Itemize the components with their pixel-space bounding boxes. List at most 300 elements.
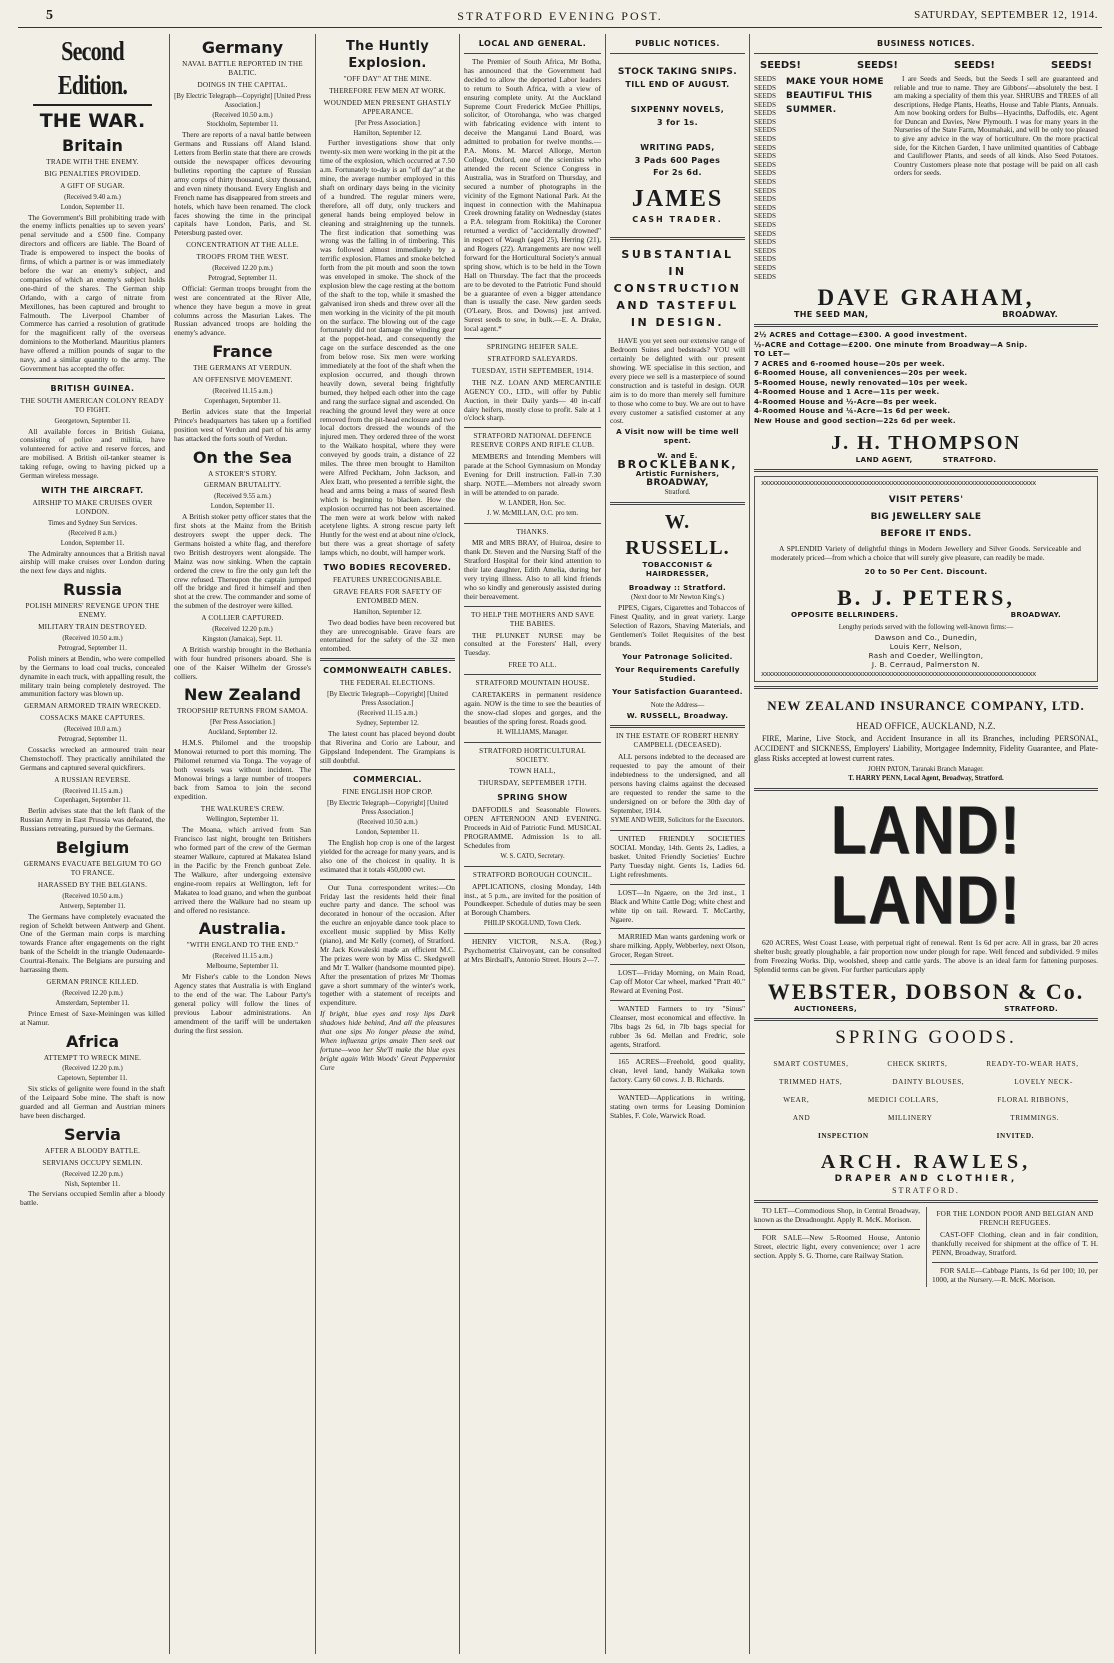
spring-item: DAINTY BLOUSES,: [892, 1077, 965, 1086]
thanks-heading: THANKS.: [516, 527, 549, 536]
seeds-slogan-3: SUMMER.: [786, 104, 837, 115]
russell-trade: TOBACCONIST & HAIRDRESSER,: [642, 559, 713, 578]
friendly-societies: UNITED FRIENDLY SOCIETIES SOCIAL Monday, 14th. Gents 2s, Ladies, a basket. United Friendly Societies' Euchre Party Tuesday night. Gents 1s, Ladies 6d. Light refreshments.: [610, 834, 745, 879]
heifer-body: THE N.Z. LOAN AND MERCANTILE AGENCY CO., LTD., will offer by Public Auction, in their Daily yards— 40 in-calf dairy heifers, mostly close to profit. Sale at 1 o'clock sharp.: [464, 377, 601, 423]
commonwealth-dateline: Sydney, September 12.: [356, 719, 419, 727]
bodies-heading: TWO BODIES RECOVERED.: [323, 563, 452, 573]
peters-location: [761, 611, 1091, 620]
column-1: [20, 34, 170, 1654]
nz-body-2: The Moana, which arrived from San Francisco last night, brought ten Britishers who formed part of the crew of the German steamer Walkure, captured at Makatea Island in the Pacific by the French gunboat Zele. The Walkure, after undergoing extensive engine-room repairs at Wellington, left for Makatea to load guano, and when the gunboat arrived there the Walkure had no steam up and offered no resistance.: [174, 825, 311, 915]
commercial-body: The English hop crop is one of the largest yielded for the acreage for many years, and is also one of the choicest in quality. It is estimated that it totals 450,000 cwt.: [320, 837, 455, 874]
council-sign: PHILIP SKOGLUND, Town Clerk.: [483, 920, 582, 928]
peppermint-verse: If bright, blue eyes and rosy lips Dark shadows hide behind, And all the pleasures that one sips No longer please the mind, When influenza grips amain Then seek out fortune—woo her She'll make the blue eyes bright again With Woods' Great Peppermint Cure: [320, 1009, 455, 1072]
thompson-listing-line: 2½ ACRES and Cottage—£300. A good investment.: [754, 331, 968, 340]
belgium-dateline: Antwerp, September 11.: [59, 902, 126, 910]
seeds-banner: [754, 58, 1098, 75]
seeds-list-item: SEEDS: [754, 263, 776, 272]
nz-dateline: Auckland, September 12.: [207, 729, 278, 737]
seeds-advert: [754, 75, 1098, 281]
spring-item: TRIMMINGS.: [1010, 1113, 1060, 1122]
sea-sub-2: GERMAN BRUTALITY.: [203, 481, 282, 490]
column-5: [610, 34, 750, 1654]
cast-off: CAST-OFF Clothing, clean and in fair condition, thankfully received for shipment at the office of T. H. PENN, Broadway, Stratford.: [932, 1230, 1098, 1257]
germany-sub-1: NAVAL BATTLE REPORTED IN THE BALTIC.: [182, 60, 303, 77]
defence-body: MEMBERS and Intending Members will parade at the School Gymnasium on Monday Evening for Drill instruction. Fall-in 7.30 sharp. NOTE.—Members not already sworn in will be attended to on parade.: [464, 452, 601, 497]
britain-sub-1: TRADE WITH THE ENEMY.: [46, 158, 139, 166]
france-sub-1: THE GERMANS AT VERDUN.: [193, 364, 292, 373]
aircraft-heading: WITH THE AIRCRAFT.: [41, 486, 144, 495]
sea-received-2: (Received 12.20 p.m.): [212, 626, 273, 634]
russia-received-3: (Received 11.15 a.m.): [62, 787, 123, 795]
nz-service: [Per Press Association.]: [210, 719, 275, 727]
seeds-list-item: SEEDS: [754, 229, 776, 238]
paper-title: STRATFORD EVENING POST.: [457, 9, 663, 23]
commonwealth-body: The latest count has placed beyond doubt that Riverina and Corio are Labour, and Gippsland Independent. The Grampians is still doubtful.: [320, 728, 455, 765]
lost-cap: LOST—Friday Morning, on Main Road, Cap off Motor Car wheel, marked "Pratt 40." Reward at Evening Post.: [610, 968, 745, 995]
belgium-sub-1: GERMANS EVACUATE BELGIUM TO GO TO FRANCE.: [23, 860, 162, 877]
graham-place: BROADWAY.: [1002, 310, 1058, 320]
mothers-text: TO HELP THE MOTHERS AND SAVE THE BABIES.: [471, 610, 594, 628]
column-6: [754, 34, 1098, 1654]
thompson-place: STRATFORD.: [942, 455, 997, 465]
tolet-shop: TO LET—Commodious Shop, in Central Broadway, known as the Dreadnought. Apply R. McK. Morison.: [754, 1206, 920, 1225]
sea-sub-1: A STOKER'S STORY.: [208, 469, 277, 478]
thompson-listings: [754, 331, 1098, 426]
heifer-sub-2: STRATFORD SALEYARDS.: [487, 355, 578, 363]
substantial-line-2: IN CONSTRUCTION: [613, 265, 742, 296]
peters-discount: 20 to 50 Per Cent. Discount.: [864, 567, 988, 577]
spring-item: LOVELY NECK-: [1014, 1077, 1073, 1086]
peters-firm-3: Rash and Coeder, Wellington,: [868, 650, 984, 660]
sea-body-2: A British warship brought in the Bethania with four hundred prisoners aboard. She is one of the Kaiser Wilhelm der Grosse's colliers.: [174, 644, 311, 681]
russia-body-3: Berlin advises state that the left flank of the Russian Army in East Prussia was defeated, the Russians retreating, pursued by the Germans.: [20, 806, 165, 834]
married-man: MARRIED Man wants gardening work or share milking. Apply, Webberley, next Olson, Grocer, Regan Street.: [610, 932, 745, 960]
servia-heading: Servia: [64, 1124, 121, 1144]
thompson-trade: [754, 456, 1098, 465]
commercial-service: [By Electric Telegraph—Copyright] [United Press Association.]: [327, 800, 448, 817]
russia-body-2: Cossacks wrecked an armoured train near Chemstochoff. They practically annihilated the Germans and captured several quickfirers.: [20, 744, 165, 772]
small-ads-left: [754, 1207, 920, 1286]
thompson-listing-line: 4-Roomed House and 1 Acre—11s per week.: [754, 388, 940, 397]
seeds-list-item: SEEDS: [754, 143, 776, 152]
russell-advert: [610, 509, 745, 722]
sea-dateline: London, September 11.: [210, 503, 275, 511]
graham-trade-text: THE SEED MAN,: [794, 310, 869, 320]
thompson-listing-line: 5-Roomed House, newly renovated—10s per week.: [754, 378, 968, 387]
plunket-free: FREE TO ALL.: [508, 661, 557, 670]
snips-line-3: WRITING PADS,: [640, 142, 715, 152]
snips-advert: [610, 68, 745, 225]
germany-received-2: (Received 12.20 p.m.): [212, 265, 273, 273]
substantial-body: HAVE you yet seen our extensive range of Bedroom Suites and bedsteads? YOU will certainly be delighted with our present showing. WE specialise in this section, and every piece we sell is a masterpiece of sound construction and is tasteful in design. OUR aim is to do more than merely sell furniture to those who come to buy. We are out to have every customer a satisfied customer at any cost.: [610, 336, 745, 426]
spring-heading: SPRING GOODS.: [835, 1026, 1017, 1048]
spring-rows: [754, 1060, 1098, 1141]
seeds-list-item: SEEDS: [754, 221, 776, 229]
peters-lengthy: Lengthy periods served with the following well-known firms:—: [838, 624, 1014, 632]
heifer-sub-1: SPRINGING HEIFER SALE.: [486, 343, 579, 352]
belgium-sub-3: GERMAN PRINCE KILLED.: [46, 977, 139, 986]
horti-date: THURSDAY, SEPTEMBER 17TH.: [478, 779, 587, 788]
britain-sub-3: A GIFT OF SUGAR.: [60, 181, 125, 190]
belgium-received-2: (Received 12.20 p.m.): [62, 989, 123, 997]
russia-sub-2: MILITARY TRAIN DESTROYED.: [38, 623, 147, 632]
germany-heading: Germany: [201, 38, 284, 57]
land-body: 620 ACRES, West Coast Lease, with perpetual right of renewal. Rent 1s 6d per acre. All in grass, bar 20 acres shelter bush; greatly ploughable, a fair proportion now under plough for rape. Well fenced and subdivided. 9 miles from Freezing Works. Dip, woolshed, sheep and cattle yards. The above is an ideal farm for fattening purposes. Splendid terms can be given. For further particulars apply: [754, 938, 1098, 975]
firm-line-4: BROADWAY,: [646, 477, 709, 488]
guinea-sub: THE SOUTH AMERICAN COLONY READY TO FIGHT.: [20, 396, 165, 414]
thanks-body: MR and MRS BRAY, of Huiroa, desire to thank Dr. Steven and the Nursing Staff of the Stratford Hospital for their kind attention to their late daughter, Edith Amelia, during her very trying illness. Also to all kind friends who so kindly and generously assisted during their bereavement.: [464, 538, 601, 601]
page-number: 5: [46, 8, 53, 23]
defence-heading: STRATFORD NATIONAL DEFENCE RESERVE CORPS AND RIFLE CLUB.: [470, 432, 595, 450]
france-dateline: Copenhagen, September 11.: [204, 398, 281, 405]
rawles-place: STRATFORD.: [892, 1186, 960, 1196]
nz-sub: TROOPSHIP RETURNS FROM SAMOA.: [177, 707, 308, 716]
small-ads-right: [926, 1207, 1098, 1286]
france-received: (Received 11.15 a.m.): [212, 388, 273, 396]
servia-sub-1: AFTER A BLOODY BATTLE.: [44, 1146, 141, 1155]
issue-date: SATURDAY, SEPTEMBER 12, 1914.: [914, 9, 1098, 21]
peters-firm-2: Louis Kerr, Nelson,: [889, 642, 963, 652]
huntly-sub-1: "OFF DAY" AT THE MINE.: [343, 75, 432, 83]
belgium-received: (Received 10.50 a.m.): [62, 892, 123, 900]
snips-line-5: For 2s 6d.: [653, 168, 702, 178]
seeds-list-item: SEEDS: [754, 83, 776, 92]
commonwealth-received: (Received 11.15 a.m.): [357, 710, 418, 717]
seeds-list-item: SEEDS: [754, 160, 776, 169]
james-trade: CASH TRADER.: [632, 215, 723, 225]
servia-sub-2: SERVIANS OCCUPY SEMLIN.: [42, 1158, 143, 1167]
seeds-list-item: SEEDS: [754, 92, 776, 101]
substantial-line-1: SUBSTANTIAL: [621, 248, 734, 262]
commercial-dateline: London, September 11.: [355, 829, 420, 837]
firm-line-1: W. and E.: [657, 451, 698, 461]
substantial-line-4: IN DESIGN.: [630, 316, 725, 330]
guinea-body: All available forces in British Guiana, consisting of police and militia, have volunteered for active and reserve forces, and are mobilised. A British oil-tanker steamer is taking refuge, owing to having picked up a German wireless message.: [20, 426, 165, 481]
thompson-trade-text: LAND AGENT,: [855, 455, 913, 465]
thompson-listing-line: 4-Roomed House and ½-Acre—8s per week.: [754, 397, 938, 406]
australia-received: (Received 11.15 a.m.): [212, 953, 273, 961]
nz-dateline-2: Wellington, September 11.: [206, 816, 279, 824]
insurance-agent: T. HARRY PENN, Local Agent, Broadway, Stratford.: [848, 775, 1004, 783]
africa-body: Six sticks of gelignite were found in the shaft of the Leipaard Sobe mine. The shaft is now guarded and all German and Austrian miners have been discharged.: [20, 1084, 165, 1120]
russell-near: (Next door to Mr Newton King's.): [631, 594, 724, 602]
thompson-listing-line: New House and good section—22s 6d per week.: [754, 416, 956, 425]
spring-item: MILLINERY: [887, 1113, 933, 1122]
servia-body: The Servians occupied Semlin after a bloody battle.: [20, 1189, 165, 1208]
russia-sub-3: GERMAN ARMORED TRAIN WRECKED.: [24, 702, 161, 711]
land-banner: LAND! LAND!: [830, 792, 1022, 939]
france-heading: France: [212, 342, 273, 362]
australia-heading: Australia.: [198, 919, 287, 939]
russia-sub-4: COSSACKS MAKE CAPTURES.: [39, 714, 146, 723]
seeds-list-item: SEEDS: [754, 178, 776, 187]
africa-sub: ATTEMPT TO WRECK MINE.: [43, 1053, 142, 1062]
servia-dateline: Nish, September 11.: [64, 1180, 121, 1188]
spring-row: [754, 1096, 1098, 1105]
estate-heading: IN THE ESTATE OF ROBERT HENRY CAMPBELL (DECEASED).: [616, 732, 739, 750]
russia-dateline-3: Copenhagen, September 11.: [54, 797, 131, 805]
sea-dateline-2: Kingston (Jamaica), Sept. 11.: [202, 635, 283, 643]
spring-row: [754, 1060, 1098, 1069]
snips-heading: STOCK TAKING SNIPS.: [617, 67, 738, 77]
seeds-list-item: SEEDS: [754, 186, 776, 195]
peters-name: B. J. PETERS,: [837, 585, 1015, 611]
huntly-sub-3: WOUNDED MEN PRESENT GHASTLY APPEARANCE.: [323, 98, 452, 116]
germany-sub-2: DOINGS IN THE CAPITAL.: [197, 80, 288, 89]
mountain-sign: H. WILLIAMS, Manager.: [496, 728, 569, 736]
peters-ends: BEFORE IT ENDS.: [880, 528, 972, 539]
graham-name: DAVE GRAHAM,: [817, 285, 1035, 311]
seeds-slogan: [782, 75, 894, 281]
insurance-manager: JOHN PATON, Taranaki Branch Manager.: [868, 765, 984, 773]
aircraft-dateline: London, September 11.: [60, 539, 125, 547]
germany-sub-4: TROOPS FROM THE WEST.: [196, 253, 289, 262]
huntly-service: [Per Press Association.]: [355, 119, 420, 127]
germany-dateline-2: Petrograd, September 11.: [208, 274, 277, 282]
britain-sub-2: BIG PENALTIES PROVIDED.: [44, 169, 141, 178]
russell-body: PIPES, Cigars, Cigarettes and Tobaccos of Finest Quality, and in great variety. Large Selection of Razors, Shaving Materials, and Gentlemen's Toilet Requisites of the best brands.: [610, 603, 745, 648]
london-poor: FOR THE LONDON POOR AND BELGIAN AND FRENCH REFUGEES.: [936, 1210, 1094, 1228]
aircraft-sub: AIRSHIP TO MAKE CRUISES OVER LONDON.: [32, 499, 153, 516]
guinea-heading: BRITISH GUINEA.: [50, 383, 135, 393]
france-body: Berlin advices state that the Imperial Prince's headquarters has taken up a fortified position west of Verdun and part of his army has attacked the forts south of Verdun.: [174, 406, 311, 443]
public-notices-heading: PUBLIC NOTICES.: [635, 39, 720, 48]
webster-name: WEBSTER, DOBSON & Co.: [767, 979, 1085, 1004]
aircraft-body: The Admiralty announces that a British naval airship will make cruises over London during the next few days and nights.: [20, 548, 165, 576]
germany-dateline: Stockholm, September 11.: [206, 121, 279, 129]
seeds-top-1: SEEDS!: [760, 60, 801, 71]
horti-heading: STRATFORD HORTICULTURAL SOCIETY.: [479, 746, 586, 764]
horti-sign: W. S. CATO, Secretary.: [500, 852, 565, 860]
thompson-name: J. H. THOMPSON: [831, 432, 1021, 455]
border-x-bottom: xxxxxxxxxxxxxxxxxxxxxxxxxxxxxxxxxxxxxxxxxxxxxxxxxxxxxxxxxxxxxxxxxxxxxxxxxxxx: [761, 669, 1036, 678]
spring-item: CHECK SKIRTS,: [887, 1059, 948, 1068]
dance-report: Our Tuna correspondent writes:—On Friday last the residents held their final euchre party and dance. The school was decorated in honour of the occasion. After the euchre an enjoyable dance took place to excellent music supplied by Miss Kelly (piano), and Mr Kelly (cornet), of Stratford. Mr Jack Kowaleski made an efficient M.C. The prizes were won by Miss C. Skedgwell and Mr T. Walker (handsome mounted pipe). After the presentation of prizes Mr Thomas gave a short summary of the winter's work, together with a statement of receipts and expenditure.: [320, 882, 455, 1008]
russell-note: Note the Address—: [650, 702, 705, 710]
nz-body: H.M.S. Philomel and the troopship Monowai returned to port this morning. The Philomel returned via Tonga. The voyage of both vessels was without incident. The Monowai brings a large number of troopers back from Samoa to join the second expedition.: [174, 738, 311, 801]
james-name: JAMES: [631, 186, 724, 213]
small-ads: [754, 1207, 1098, 1286]
seeds-list-item: SEEDS: [754, 212, 776, 221]
guinea-dateline: Georgetown, September 11.: [54, 417, 131, 425]
insurance-heading: NEW ZEALAND INSURANCE COMPANY, LTD.: [767, 697, 1085, 713]
seeds-list-item: SEEDS: [754, 135, 776, 144]
russell-p3: Your Satisfaction Guaranteed.: [612, 686, 743, 696]
estate-sign: SYME AND WEIR, Solicitors for the Executors.: [610, 817, 745, 825]
thompson-listing-line: ½-ACRE and Cottage—£200. One minute from Broadway—A Snip.: [754, 340, 1028, 349]
huntly-dateline: Hamilton, September 12.: [353, 129, 422, 137]
sea-sub-3: A COLLIER CAPTURED.: [201, 614, 284, 623]
nz-heading: New Zealand: [184, 685, 301, 705]
russia-sub-5: A RUSSIAN REVERSE.: [54, 775, 131, 784]
commonwealth-sub: THE FEDERAL ELECTIONS.: [340, 679, 435, 688]
belgium-body-2: Prince Ernest of Saxe-Meiningen was killed at Namur.: [20, 1008, 165, 1027]
belgium-heading: Belgium: [55, 838, 130, 858]
insurance-body: FIRE, Marine, Live Stock, and Accident Insurance in all its Branches, including PERSONAL, ACCIDENT and SICKNESS, Employers' Liability, Mortgagee Indemnity, Fidelity Guarantee, and Plate-glass Risks accepted at lowest current rates.: [754, 733, 1098, 763]
seeds-slogan-2: BEAUTIFUL THIS: [786, 90, 873, 101]
horti-venue: TOWN HALL,: [509, 767, 556, 776]
spring-item: INVITED.: [996, 1131, 1035, 1140]
seeds-list-item: SEEDS: [754, 246, 776, 255]
snips-line-1: SIXPENNY NOVELS,: [630, 104, 725, 114]
germany-sub-3: CONCENTRATION AT THE ALLE.: [186, 241, 299, 250]
france-sub-2: AN OFFENSIVE MOVEMENT.: [192, 376, 293, 385]
australia-body: Mr Fisher's cable to the London News Agency states that Australia is with England to the end of the war. The Labour Party's general policy will follow the lines of previous Labour administrations. An amendment of the tariff will be undertaken during the first session.: [174, 972, 311, 1035]
plunket-body: THE PLUNKET NURSE may be consulted at the Foresters' Hall, every Tuesday.: [464, 630, 601, 658]
firm-line-3: Artistic Furnishers,: [635, 468, 720, 478]
bodies-dateline: Hamilton, September 12.: [353, 608, 422, 616]
peters-place: BROADWAY.: [1010, 610, 1061, 620]
seeds-list-item: SEEDS: [754, 272, 776, 281]
thompson-listing-line: 4-Roomed House and ¼-Acre—1s 6d per week.: [754, 407, 951, 416]
thompson-listing-line: 6-Roomed House, all conveniences—20s per week.: [754, 369, 968, 378]
defence-sign-2: J. W. McMILLAN, O.C. pro tem.: [486, 509, 579, 517]
seeds-list-item: SEEDS: [754, 203, 776, 212]
huntly-heading: The Huntly Explosion.: [346, 39, 429, 71]
edition-title: Second Edition.: [33, 34, 152, 106]
seeds-top-4: SEEDS!: [1051, 60, 1092, 71]
seeds-list-item: SEEDS: [754, 109, 776, 118]
aircraft-service: Times and Sydney Sun Services.: [47, 519, 138, 527]
seeds-top-2: SEEDS!: [857, 60, 898, 71]
council-heading: STRATFORD BOROUGH COUNCIL.: [472, 870, 593, 879]
belgium-dateline-2: Amsterdam, September 11.: [55, 999, 130, 1007]
bodies-sub-2: GRAVE FEARS FOR SAFETY OF ENTOMBED MEN.: [333, 587, 442, 605]
aircraft-received: (Received 8 a.m.): [68, 529, 117, 537]
snips-line-4: 3 Pads 600 Pages: [634, 155, 721, 165]
seeds-list-item: SEEDS: [754, 100, 776, 109]
peters-body: A SPLENDID Variety of delightful things in Modern Jewellery and Silver Goods. Serviceable and moderately priced—from which a choice that will surely give pleasure, can readily be made.: [771, 543, 1081, 562]
column-2: [174, 34, 316, 1654]
bodies-body: Two dead bodies have been recovered but they are unrecognisable. Grave fears are entertained for the safety of the 32 men entombed.: [320, 617, 455, 654]
heifer-date: TUESDAY, 15TH SEPTEMBER, 1914.: [471, 366, 594, 375]
peters-advert: [754, 476, 1098, 682]
substantial-visit: A Visit now will be time well spent.: [616, 427, 739, 446]
britain-received: (Received 9.40 a.m.): [64, 193, 121, 201]
horti-show: SPRING SHOW: [497, 793, 568, 803]
sale-house: FOR SALE—New 5-Roomed House, Antonio Street, electric light, every convenience; over 1 acre section. Apply S. G. Thorne, care Railway Station.: [754, 1233, 920, 1260]
nz-sub-2: THE WALKURE'S CREW.: [200, 804, 285, 813]
snips-sub: TILL END OF AUGUST.: [625, 79, 730, 89]
peters-visit: VISIT PETERS': [888, 494, 964, 505]
russell-p2: Your Requirements Carefully Studied.: [615, 664, 740, 683]
brocklebank-advert: [610, 246, 745, 497]
commercial-received: (Received 10.50 a.m.): [357, 819, 418, 827]
huntly-body: Further investigations show that only twenty-six men were working in the pit at the time of the explosion, which occurred at 7.50 a.m. Fortunately to-day is an "off day" at the mine, the average number employed in this shaft on ordinary days being in the vicinity of a hundred. The regular miners were, therefore, all off duty, only truckers and general hands being employed below in cleaning and straightening up the tunnels. The first indication that something was wrong was the falling in of timbering. This was followed almost immediately by a terrific explosion. Flames and smoke belched forth from the pit mouth and soon the town was enveloped in smoke. The shock of the explosion blew the cage resting at the bottom of the shaft to the top, while it smashed the galvanised iron sheds and threw over all the men working in the vicinity of the pit mouth on the surface. The blowing out of the cage fortunately did not damage the winding gear at the poppet-head, and consequently the cage on the surface descended as the one from below rose. Six men were working immediately at the foot of the shaft when the explosion occurred, and though thrown heavily down, several being frightfully burned, they helped each other into the cage and rang the surface signal and ascended. On reaching the ground level they were at once removed from the pit-head enclosure and two local doctors dressed the wounds of the injured men. They ordered three of the worst to the Waikato hospital, where they were conveyed by goods train, a distance of 22 miles. The three men brought to Hamilton were Alfred Peckham, John Jackson, and Alex Izatt, who presented a terrible sight, the head and arms being a mass of seared flesh which is beginning to blacken. How the explosion occurred has not been ascertained. The men were at work below with naked acetylene lights. A strong rescue party left Huntly for the west end at about nine o'clock, but there was a great shortage of safety lamps which, no doubt, will hamper work.: [320, 138, 455, 558]
wanted-farmers: WANTED Farmers to try "Sinus" Cleanser, most economical and effective. In 7lbs bags 2s 6d, in 7lb bags special for rubber 3s 6d. Mellan and Fredric, sole agents, Stratford.: [610, 1003, 745, 1049]
sea-received: (Received 9.55 a.m.): [214, 493, 271, 501]
seeds-list-item: SEEDS: [754, 169, 776, 178]
local-body: The Premier of South Africa, Mr Botha, has announced that the Government had decided to allow the deported Labor leaders to return to South Africa, with a view of ensuring complete unity. At the Auckland Supreme Court Frederick McGee Phillips, solicitor, of Otorohanga, who was charged with fabricating evidence with intent to deceive the Manganui Land Board, was admitted to probation for twelve months.—P.A. Mons. M. Marcel Allorge, Merton College, Oxford, one of the scientists who attended the recent Science Congress in Australia, was in Stratford on Thursday, and secured a number of photographs in the vicinity of the Egmont National Park. At the inquest in connection with the Mahinapua Creek drowning fatality on Wednesday (states a P.A. telegram from Rokitika) the Coroner returned a verdict of "accidentally drowned" in respect of Waugh (aged 25), Herring (21), and Rogers (22). Arrangements are now well forward for the Horticultural Society's annual spring show, which is to be held in the Town Hall on Thursday. The fact that the proceeds are to be devoted to the Patriotic Fund should be a guarantee of even a bigger attendance than is usually the case. New garden seeds (O'Leary, Bros. and Downs) just arrived. Surest seeds to sow, in bulk.—E. A. Drake, local agent.*: [464, 57, 601, 334]
spring-row: [754, 1114, 1098, 1123]
sea-heading: On the Sea: [192, 447, 293, 467]
webster-place: STRATFORD.: [1004, 1004, 1058, 1013]
column-3: [320, 34, 460, 1654]
africa-heading: Africa: [66, 1031, 119, 1051]
britain-body: The Government's Bill prohibiting trade with the enemy inflicts penalties up to seven years' penal servitude and a £500 fine. Company directors and officers are liable. The Board of Trade is empowered to inspect the books of firms, of which a partner is or was immediately before the war an enemy's subject, and companies of which an enemy's subject holds one-third of the shares. The German ship Orlando, with a cargo of nitrate from Mexillones, has been captured and brought to Falmouth. The Liverpool Chamber of Commerce has carried a resolution of gratitude for the magnificent rally of the overseas dominions to the Motherland. Mauritius planters have offered a million pounds of sugar to the navy, and a similar quantity to the army. The Government has accepted the offer.: [20, 212, 165, 373]
seeds-top-3: SEEDS!: [954, 60, 995, 71]
spring-item: AND: [792, 1113, 811, 1122]
britain-heading: Britain: [62, 136, 123, 155]
russell-p1: Your Patronage Solicited.: [622, 651, 733, 661]
graham-trade: [754, 311, 1098, 320]
seeds-list-item: SEEDS: [754, 238, 776, 247]
acres-165: 165 ACRES—Freehold, good quality, clean, level land, handy Waikaka town factory. Carry 60 cows. J. B. Richards.: [610, 1057, 745, 1085]
snips-line-2: 3 for 1s.: [656, 117, 699, 127]
webster-trade-text: AUCTIONEERS,: [794, 1004, 858, 1013]
war-heading: THE WAR.: [39, 110, 146, 132]
sale-cabbage: FOR SALE—Cabbage Plants, 1s 6d per 100; 10, per 1000, at the Nursery.—R. McK. Morison.: [932, 1265, 1098, 1284]
seeds-list-item: SEEDS: [754, 74, 776, 83]
russia-dateline: Petrograd, September 11.: [58, 644, 127, 652]
belgium-sub-2: HARASSED BY THE BELGIANS.: [37, 880, 148, 889]
russia-sub-1: POLISH MINERS' REVENGE UPON THE ENEMY.: [25, 602, 160, 620]
business-heading: BUSINESS NOTICES.: [876, 39, 975, 48]
belgium-body: The Germans have completely evacuated the region of Scheldt between Antwerp and Ghent. One of the German main corps is marching towards France after engagements on the right bank of the Scheldt in the triangle Oudenaarde-Courtrai-Renaix. The Belgians are pursuing and harrassing them.: [20, 911, 165, 975]
rawles-trade: DRAPER AND CLOTHIER,: [834, 1174, 1018, 1185]
britain-dateline: London, September 11.: [60, 203, 125, 211]
peters-firm-1: Dawson and Co., Dunedin,: [874, 633, 978, 643]
sea-body: A British stoker petty officer states that the first shots at the Mainz from the British destroyers swept the upper deck. The Germans hoisted a white flag, and therefore two British destroyers went alongside. The Mainz was now sinking. When the captain ordered the crew to fire the only gun left the crew refused. Thereupon the captain jumped off the bridge and fired it himself and then shot at the crew. The commander and some of the submen of the destroyer were killed.: [174, 512, 311, 611]
seeds-body: I are Seeds and Seeds, but the Seeds I sell are guaranteed and reliable and true to name. They are Gibbons'—absolutely the best. I am making a speciality of them this year. SHRUBS and TREES of all descriptions, Hedge Plants, Heaths, House and Table Plants, Annuals. Am now booking orders for Bulbs—Hyacinths, Daffodils, etc. Agent for Duncan and Davies, New Plymouth. I was for many years in the Nurseries of the State Farm, Moumahaki, and will be only too pleased to give any advice in the way of horticulture. On the more practical side, for the Kitchen Garden, I have unlimited quantities of Cabbage and Cauliflower Plants, and seeds of all kinds. Also Seed Potatoes. Country Customers please note that postage will be paid on all cash orders for seeds.: [894, 74, 1098, 178]
firm-line-5: Stratford.: [664, 488, 691, 496]
peters-sale: BIG JEWELLERY SALE: [870, 511, 982, 522]
spring-row: [754, 1078, 1098, 1087]
spring-item: TRIMMED HATS,: [779, 1077, 843, 1086]
africa-dateline: Capetown, September 11.: [57, 1075, 128, 1083]
local-heading: LOCAL AND GENERAL.: [478, 39, 587, 48]
australia-dateline: Melbourne, September 11.: [206, 963, 279, 971]
rawles-name: ARCH. RAWLES,: [820, 1151, 1032, 1174]
seeds-list: [754, 75, 782, 281]
masthead: [18, 6, 1102, 28]
russell-address: Broadway :: Stratford.: [628, 583, 727, 593]
huntly-sub-2: THEREFORE FEW MEN AT WORK.: [329, 86, 446, 95]
substantial-line-3: AND TASTEFUL: [616, 299, 739, 313]
spring-item: READY-TO-WEAR HATS,: [986, 1059, 1079, 1068]
russell-name: W. RUSSELL.: [625, 510, 730, 559]
russia-received: (Received 10.50 a.m.): [62, 634, 123, 642]
border-x-top: xxxxxxxxxxxxxxxxxxxxxxxxxxxxxxxxxxxxxxxxxxxxxxxxxxxxxxxxxxxxxxxxxxxxxxxxxxxx: [761, 478, 1036, 487]
thompson-listing-line: 7 ACRES and 6-roomed house—20s per week.: [754, 359, 945, 368]
seeds-list-item: SEEDS: [754, 117, 776, 126]
russia-dateline-2: Petrograd, September 11.: [58, 736, 127, 744]
seeds-list-item: SEEDS: [754, 152, 776, 161]
mountain-body: CARETAKERS in permanent residence again. NOW is the time to see the beauties of the snow-clad slopes and gorges, and the beauties of the spring forest. Roads good.: [464, 690, 601, 726]
russell-sign: W. RUSSELL, Broadway.: [626, 711, 729, 721]
defence-sign-1: W. LANDER, Hon. Sec.: [499, 499, 566, 507]
column-4: [464, 34, 606, 1654]
horti-body: DAFFODILS and Seasonable Flowers. OPEN AFTERNOON AND EVENING. Proceeds in Aid of Patriotic Fund. MUSICAL PROGRAMME. Admission 1s to all. Schedules from: [464, 805, 601, 850]
webster-trade: [754, 1005, 1098, 1014]
spring-item: SMART COSTUMES,: [773, 1059, 849, 1068]
australia-sub: "WITH ENGLAND TO THE END.": [186, 941, 299, 950]
africa-received: (Received 12.20 p.m.): [62, 1065, 123, 1073]
firm-line-2: BROCKLEBANK,: [617, 458, 738, 472]
council-body: APPLICATIONS, closing Monday, 14th inst., at 5 p.m., are invited for the position of Poundkeeper. Schedule of duties may be seen at Borough Chambers.: [464, 881, 601, 918]
bodies-sub-1: FEATURES UNRECOGNISABLE.: [332, 576, 443, 585]
seeds-list-item: SEEDS: [754, 126, 776, 135]
seeds-slogan-1: MAKE YOUR HOME: [786, 76, 884, 87]
thompson-listing-line: TO LET—: [754, 350, 791, 359]
commonwealth-heading: COMMONWEALTH CABLES.: [323, 666, 452, 676]
spring-item: WEAR,: [783, 1095, 810, 1104]
spring-row: [754, 1132, 1098, 1141]
wanted-applications: WANTED—Applications in writing, stating own terms for Leasing Dominion Stables, F. Cole, Warwick Road.: [610, 1093, 745, 1120]
servia-received: (Received 12.20 p.m.): [62, 1170, 123, 1178]
germany-received: (Received 10.50 a.m.): [212, 111, 273, 119]
lost-dog: LOST—In Ngaere, on the 3rd inst., 1 Black and White Cattle Dog; white chest and white tip on tail. Reward. T. McCarthy, Ngaere.: [610, 887, 745, 924]
